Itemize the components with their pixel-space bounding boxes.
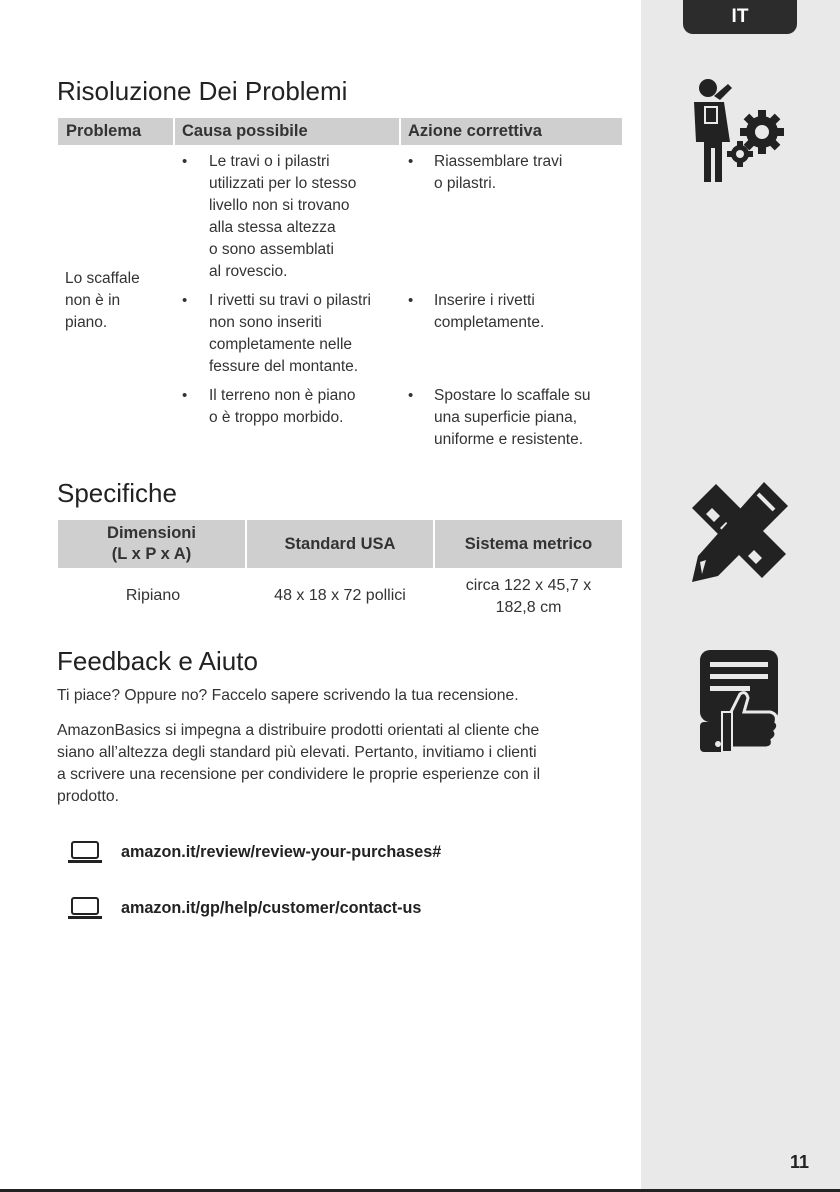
header-problem: Problema [66,122,142,140]
bullet: • [182,153,188,170]
feedback-intro: Ti piace? Oppure no? Faccelo sapere scrivendo la tua recensione. [57,687,519,704]
cause-cell: Le travi o i pilastri utilizzati per lo stesso livello non si trovano alla stessa altezza o sono assemblati al rovescio. [209,153,357,280]
bullet: • [182,387,188,404]
bullet: • [182,292,188,309]
bullet: • [408,153,414,170]
specs-title: Specifiche [57,478,177,508]
problem-cell: Lo scaffale non è in piano. [65,270,140,331]
page-number: 11 [790,1152,810,1172]
pencil-ruler-icon [688,478,792,584]
review-link-row[interactable] [68,840,518,864]
header-metric: Sistema metrico [435,520,622,568]
laptop-icon [68,841,102,863]
header-divider [399,118,401,145]
troubleshooting-header-row [58,118,622,145]
header-dimensions: Dimensioni (L x P x A) [58,520,245,568]
review-link[interactable]: amazon.it/review/review-your-purchases# [121,843,442,861]
contact-link-row[interactable] [68,896,518,920]
spec-item: Ripiano [125,587,181,604]
spec-metric: circa 122 x 45,7 x 182,8 cm [465,577,592,616]
bullet: • [408,292,414,309]
spec-usa: 48 x 18 x 72 pollici [274,587,406,604]
cause-cell: I rivetti su travi o pilastri non sono inseriti completamente nelle fessure del montante. [209,292,371,375]
contact-link[interactable]: amazon.it/gp/help/customer/contact-us [121,899,422,917]
action-cell: Riassemblare travi o pilastri. [434,153,563,192]
cause-cell: Il terreno non è piano o è troppo morbido. [209,387,356,426]
header-standard-usa: Standard USA [247,520,433,568]
troubleshooting-title: Risoluzione Dei Problemi [57,76,348,106]
person-gears-icon [688,76,788,184]
action-cell: Spostare lo scaffale su una superficie piana, uniforme e resistente. [434,387,591,448]
language-badge: IT [683,0,797,34]
feedback-body: AmazonBasics si impegna a distribuire prodotti orientati al cliente che siano all’altezza degli standard più elevati. Pertanto, invitiamo i clienti a scrivere una recensione per condividere le proprie esperienze con il prodotto. [57,722,541,805]
header-divider [173,118,175,145]
action-cell: Inserire i rivetti completamente. [434,292,545,331]
header-action: Azione correttiva [408,122,542,140]
header-cause: Causa possibile [182,122,308,140]
document-thumbs-up-icon [698,648,782,752]
bullet: • [408,387,414,404]
feedback-title: Feedback e Aiuto [57,646,258,676]
laptop-icon [68,897,102,919]
